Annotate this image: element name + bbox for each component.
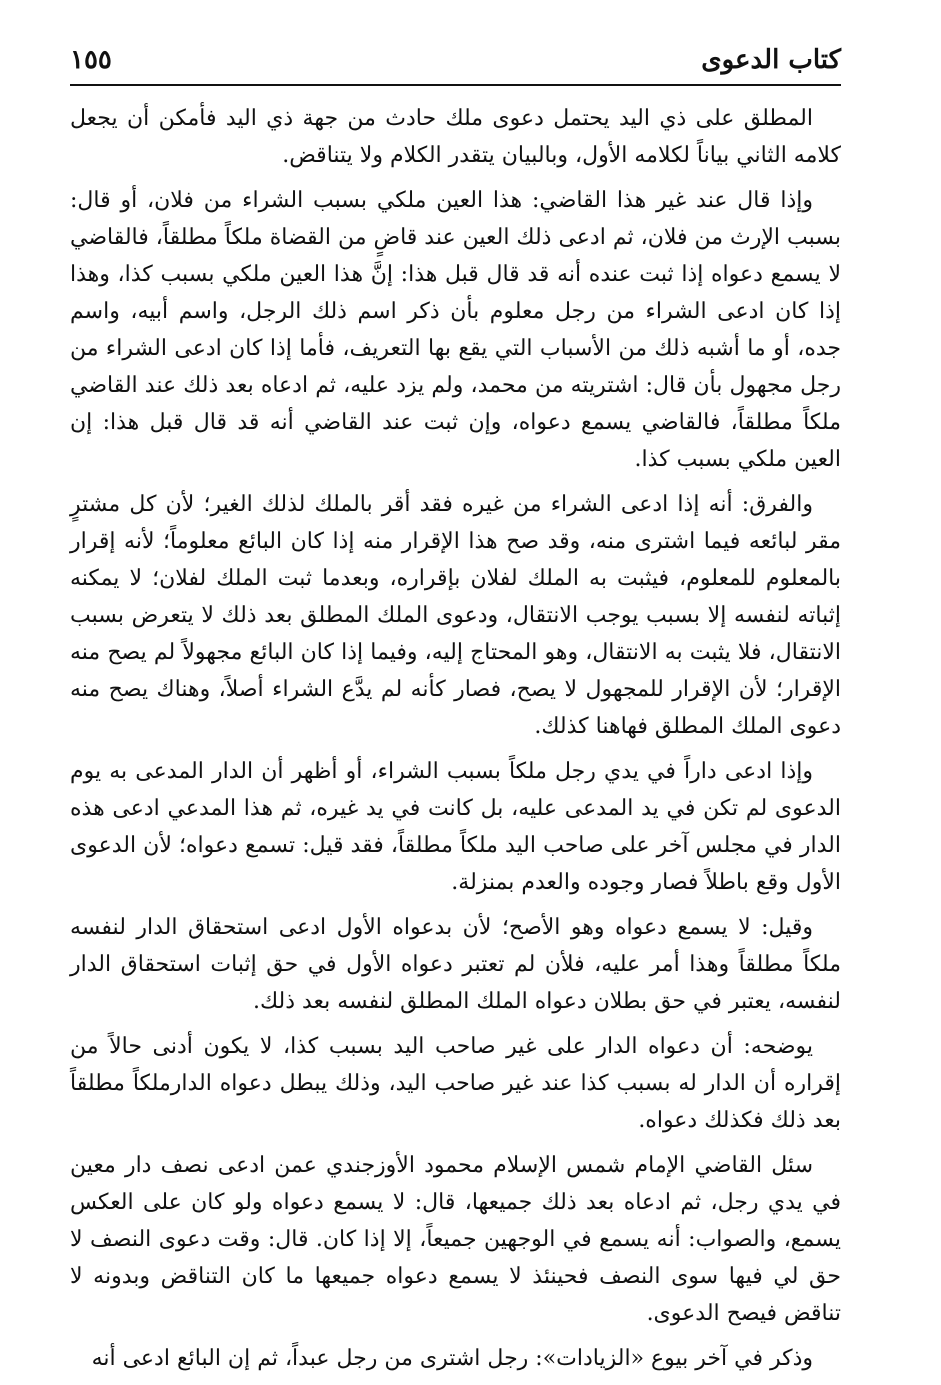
paragraph: المطلق على ذي اليد يحتمل دعوى ملك حادث من جهة ذي اليد فأمكن أن يجعل كلامه الثاني بياناً لكلامه الأول، وبالبيان يتقدر الكلام ولا يتناقض. (70, 106, 841, 168)
body-text (70, 100, 841, 1385)
paragraph: وإذا قال عند غير هذا القاضي: هذا العين ملكي بسبب الشراء من فلان، أو قال: بسبب الإرث من فلان، ثم ادعى ذلك العين عند قاضٍ من القضاة ملكاً مطلقاً، فالقاضي لا يسمع دعواه إذا ثبت عنده أنه قد قال قبل هذا: إنَّ هذا العين ملكي بسبب كذا، وهذا إذا كان ادعى الشراء من رجل معلوم بأن ذكر اسم ذلك الرجل، واسم أبيه، واسم جده، أو ما أشبه ذلك من الأسباب التي يقع بها التعريف، فأما إذا كان ادعى الشراء من رجل مجهول بأن قال: اشتريته من محمد، ولم يزد عليه، ثم ادعاه بعد ذلك عند القاضي ملكاً مطلقاً، فالقاضي يسمع دعواه، وإن ثبت عند القاضي أنه قد قال قبل هذا: إن العين ملكي بسبب كذا. (70, 188, 841, 472)
page-number: ١٥٥ (70, 45, 112, 75)
header-rule (70, 84, 841, 86)
paragraph: وقيل: لا يسمع دعواه وهو الأصح؛ لأن بدعواه الأول ادعى استحقاق الدار لنفسه ملكاً مطلقاً وهذا أمر عليه، فلأن لم تعتبر دعواه الأول في حق إثبات استحقاق الدار لنفسه، يعتبر في حق بطلان دعواه الملك المطلق لنفسه بعد ذلك. (70, 915, 841, 1014)
paragraph: وذكر في آخر بيوع «الزيادات»: رجل اشترى من رجل عبداً، ثم إن البائع ادعى أنه (91, 1346, 813, 1371)
paragraph: يوضحه: أن دعواه الدار على غير صاحب اليد بسبب كذا، لا يكون أدنى حالاً من إقراره أن الدار له بسبب كذا عند غير صاحب اليد، وذلك يبطل دعواه الدارملكاً مطلقاً بعد ذلك فكذلك دعواه. (70, 1034, 841, 1133)
running-title: كتاب الدعوى (701, 45, 841, 75)
paragraph: والفرق: أنه إذا ادعى الشراء من غيره فقد أقر بالملك لذلك الغير؛ لأن كل مشترٍ مقر لبائعه فيما اشترى منه، وقد صح هذا الإقرار منه إذا كان البائع معلوماً؛ لأنه إقرار بالمعلوم للمعلوم، فيثبت به الملك لفلان بإقراره، وبعدما ثبت الملك لفلان؛ لا يمكنه إثباته لنفسه إلا بسبب يوجب الانتقال، ودعوى الملك المطلق بعد ذلك لا يتعرض بسبب الانتقال، فلا يثبت به الانتقال، وهو المحتاج إليه، وفيما إذا كان البائع مجهولاً لم يصح منه الإقرار؛ لأن الإقرار للمجهول لا يصح، فصار كأنه لم يدَّع الشراء أصلاً، وهناك يصح منه دعوى الملك المطلق فهاهنا كذلك. (70, 492, 841, 739)
page-header (70, 40, 841, 80)
paragraph: وإذا ادعى داراً في يدي رجل ملكاً بسبب الشراء، أو أظهر أن الدار المدعى به يوم الدعوى لم تكن في يد المدعى عليه، بل كانت في يد غيره، ثم هذا المدعي ادعى هذه الدار في مجلس آخر على صاحب اليد ملكاً مطلقاً، فقد قيل: تسمع دعواه؛ لأن الدعوى الأول وقع باطلاً فصار وجوده والعدم بمنزلة. (70, 759, 841, 895)
paragraph: سئل القاضي الإمام شمس الإسلام محمود الأوزجندي عمن ادعى نصف دار معين في يدي رجل، ثم ادعاه بعد ذلك جميعها، قال: لا يسمع دعواه ولو كان على العكس يسمع، والصواب: أنه يسمع في الوجهين جميعاً، إلا إذا كان. قال: وقت دعوى النصف لا حق لي فيها سوى النصف فحينئذ لا يسمع دعواه جميعها ما كان التناقض وبدونه لا تناقض فيصح الدعوى. (70, 1153, 841, 1326)
